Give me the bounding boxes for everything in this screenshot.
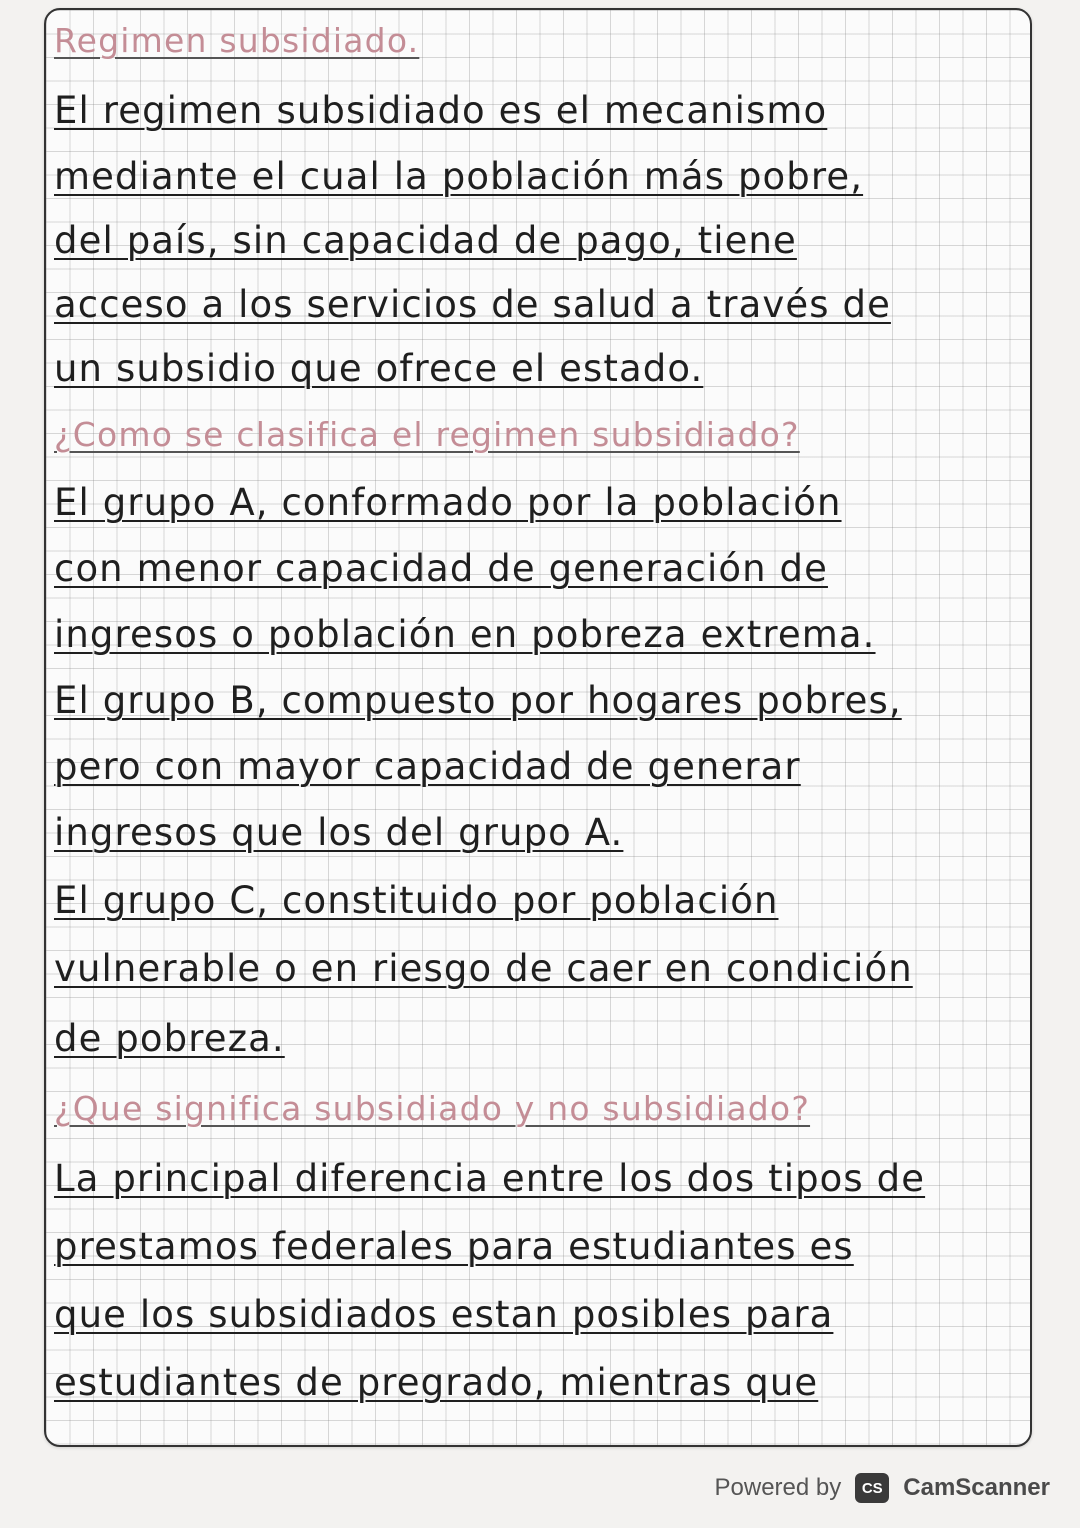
camscanner-logo-icon: CS bbox=[855, 1473, 889, 1503]
text-line: del país, sin capacidad de pago, tiene bbox=[54, 219, 797, 262]
text-line: acceso a los servicios de salud a través de bbox=[54, 283, 891, 326]
text-line: pero con mayor capacidad de generar bbox=[54, 745, 801, 788]
text-line: estudiantes de pregrado, mientras que bbox=[54, 1361, 819, 1404]
section-heading: ¿Como se clasifica el regimen subsidiado? bbox=[54, 415, 800, 454]
section-heading: Regimen subsidiado. bbox=[54, 21, 420, 60]
text-line: vulnerable o en riesgo de caer en condición bbox=[54, 947, 913, 990]
text-line: mediante el cual la población más pobre, bbox=[54, 155, 864, 198]
notebook-page bbox=[44, 8, 1032, 1447]
text-line: El regimen subsidiado es el mecanismo bbox=[54, 89, 828, 132]
text-line: de pobreza. bbox=[54, 1017, 285, 1060]
text-line: ingresos o población en pobreza extrema. bbox=[54, 613, 876, 656]
text-line: con menor capacidad de generación de bbox=[54, 547, 828, 590]
text-line: que los subsidiados estan posibles para bbox=[54, 1293, 834, 1336]
text-line: El grupo A, conformado por la población bbox=[54, 481, 842, 524]
section-heading: ¿Que significa subsidiado y no subsidiado? bbox=[54, 1089, 811, 1128]
powered-by-label: Powered by bbox=[714, 1474, 842, 1501]
text-line: prestamos federales para estudiantes es bbox=[54, 1225, 854, 1268]
text-line: La principal diferencia entre los dos tipos de bbox=[54, 1157, 926, 1200]
camscanner-watermark bbox=[715, 1468, 1050, 1508]
camscanner-brand: CamScanner bbox=[903, 1474, 1050, 1501]
text-line: El grupo C, constituido por población bbox=[54, 879, 779, 922]
text-line: ingresos que los del grupo A. bbox=[54, 811, 624, 854]
text-line: El grupo B, compuesto por hogares pobres, bbox=[54, 679, 902, 722]
text-line: un subsidio que ofrece el estado. bbox=[54, 347, 704, 390]
